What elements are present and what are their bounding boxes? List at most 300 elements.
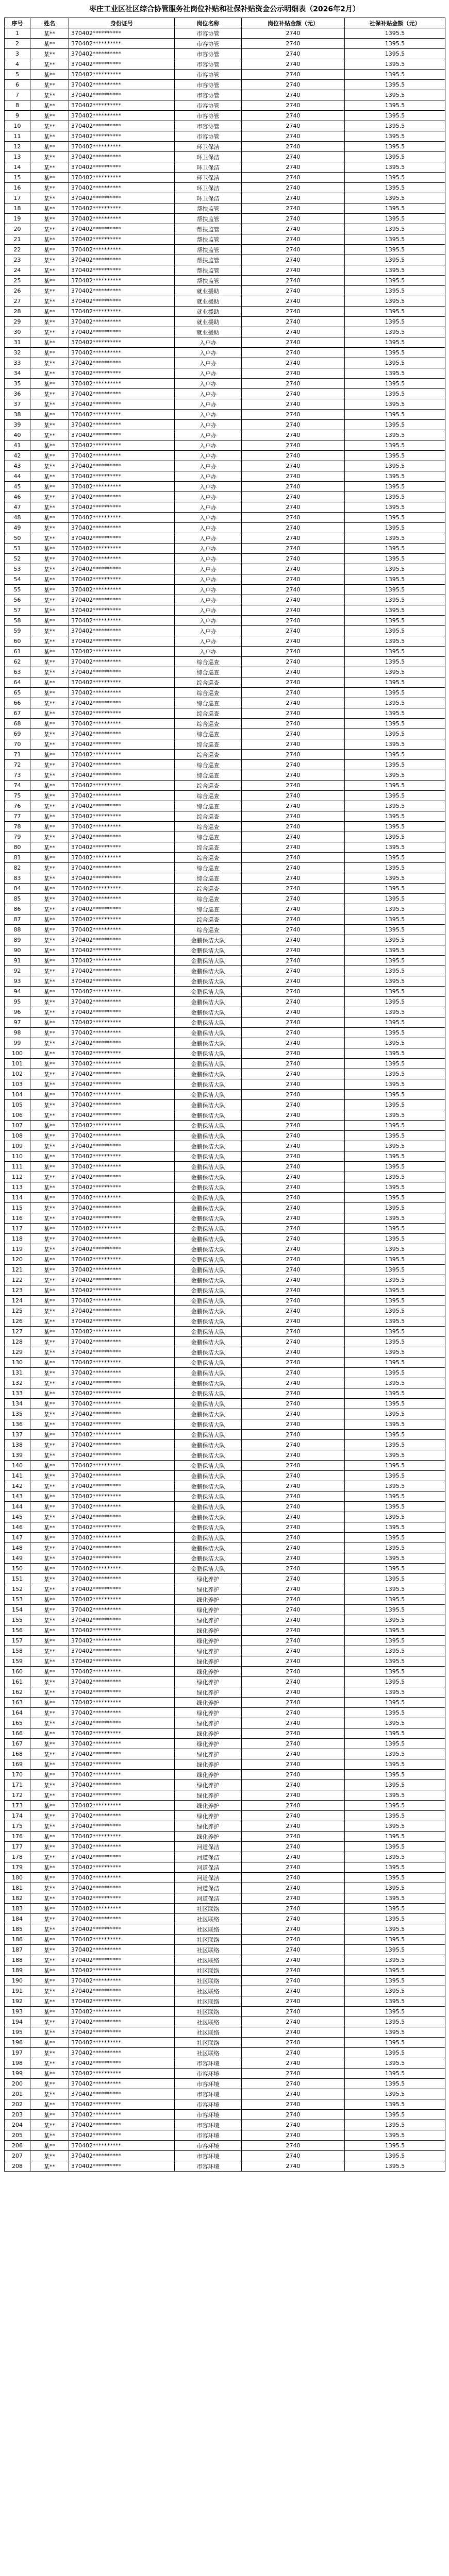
cell-no: 165 [5, 1718, 30, 1728]
cell-post: 金鹏保洁大队 [175, 1337, 242, 1347]
cell-id: 370402********** [69, 1739, 175, 1749]
cell-id: 370402********** [69, 1522, 175, 1533]
cell-subsidy: 2740 [242, 853, 345, 863]
cell-no: 32 [5, 348, 30, 358]
cell-insurance: 1395.5 [345, 1873, 445, 1883]
cell-name: 某** [30, 296, 69, 307]
cell-subsidy: 2740 [242, 1522, 345, 1533]
table-row [5, 100, 445, 111]
cell-name: 某** [30, 1306, 69, 1316]
cell-subsidy: 2740 [242, 1502, 345, 1512]
cell-id: 370402********** [69, 564, 175, 574]
cell-id: 370402********** [69, 1955, 175, 1965]
cell-name: 某** [30, 28, 69, 39]
cell-no: 172 [5, 1790, 30, 1801]
cell-no: 89 [5, 935, 30, 945]
cell-subsidy: 2740 [242, 1533, 345, 1543]
cell-insurance: 1395.5 [345, 1255, 445, 1265]
cell-name: 某** [30, 1821, 69, 1832]
cell-insurance: 1395.5 [345, 1193, 445, 1203]
cell-id: 370402********** [69, 574, 175, 585]
cell-subsidy: 2740 [242, 1574, 345, 1584]
table-row [5, 1182, 445, 1193]
cell-subsidy: 2740 [242, 28, 345, 39]
cell-subsidy: 2740 [242, 1255, 345, 1265]
cell-name: 某** [30, 1883, 69, 1893]
cell-subsidy: 2740 [242, 49, 345, 59]
cell-name: 某** [30, 1327, 69, 1337]
cell-name: 某** [30, 1718, 69, 1728]
cell-post: 入户办 [175, 348, 242, 358]
cell-insurance: 1395.5 [345, 935, 445, 945]
cell-subsidy: 2740 [242, 152, 345, 162]
cell-subsidy: 2740 [242, 1667, 345, 1677]
cell-name: 某** [30, 1512, 69, 1522]
cell-id: 370402********** [69, 904, 175, 914]
cell-name: 某** [30, 853, 69, 863]
cell-id: 370402********** [69, 811, 175, 822]
cell-insurance: 1395.5 [345, 1316, 445, 1327]
cell-name: 某** [30, 1471, 69, 1481]
cell-id: 370402********** [69, 296, 175, 307]
cell-name: 某** [30, 1316, 69, 1327]
cell-subsidy: 2740 [242, 1172, 345, 1182]
cell-name: 某** [30, 173, 69, 183]
cell-name: 某** [30, 1296, 69, 1306]
table-row [5, 750, 445, 760]
cell-no: 115 [5, 1203, 30, 1213]
cell-name: 某** [30, 1265, 69, 1275]
cell-post: 综合巡查 [175, 894, 242, 904]
cell-post: 帮扶监管 [175, 224, 242, 234]
cell-subsidy: 2740 [242, 100, 345, 111]
table-row [5, 1667, 445, 1677]
cell-post: 金鹏保洁大队 [175, 1399, 242, 1409]
cell-name: 某** [30, 1347, 69, 1358]
table-row [5, 162, 445, 173]
cell-subsidy: 2740 [242, 482, 345, 492]
table-row [5, 1646, 445, 1656]
cell-no: 95 [5, 997, 30, 1007]
cell-post: 市容协管 [175, 49, 242, 59]
cell-subsidy: 2740 [242, 873, 345, 884]
cell-id: 370402********** [69, 2110, 175, 2120]
table-row [5, 1790, 445, 1801]
cell-insurance: 1395.5 [345, 1048, 445, 1059]
cell-name: 某** [30, 1121, 69, 1131]
cell-insurance: 1395.5 [345, 1759, 445, 1770]
cell-id: 370402********** [69, 760, 175, 770]
table-row [5, 688, 445, 698]
cell-insurance: 1395.5 [345, 1698, 445, 1708]
cell-insurance: 1395.5 [345, 770, 445, 781]
cell-post: 绿化养护 [175, 1677, 242, 1687]
cell-post: 综合巡查 [175, 811, 242, 822]
cell-insurance: 1395.5 [345, 49, 445, 59]
table-row [5, 379, 445, 389]
cell-id: 370402********** [69, 1584, 175, 1595]
table-row [5, 59, 445, 70]
table-row [5, 111, 445, 121]
cell-id: 370402********** [69, 1224, 175, 1234]
table-row [5, 1986, 445, 1996]
cell-id: 370402********** [69, 935, 175, 945]
cell-subsidy: 2740 [242, 224, 345, 234]
cell-subsidy: 2740 [242, 1121, 345, 1131]
cell-id: 370402********** [69, 492, 175, 502]
cell-insurance: 1395.5 [345, 39, 445, 49]
cell-id: 370402********** [69, 1821, 175, 1832]
cell-name: 某** [30, 1358, 69, 1368]
cell-id: 370402********** [69, 142, 175, 152]
cell-name: 某** [30, 1224, 69, 1234]
table-row [5, 121, 445, 131]
cell-insurance: 1395.5 [345, 1821, 445, 1832]
cell-no: 117 [5, 1224, 30, 1234]
cell-post: 绿化养护 [175, 1574, 242, 1584]
cell-id: 370402********** [69, 1182, 175, 1193]
cell-post: 社区联络 [175, 2038, 242, 2048]
table-row [5, 1708, 445, 1718]
cell-no: 145 [5, 1512, 30, 1522]
cell-insurance: 1395.5 [345, 801, 445, 811]
cell-name: 某** [30, 1162, 69, 1172]
cell-subsidy: 2740 [242, 1007, 345, 1018]
cell-name: 某** [30, 770, 69, 781]
cell-insurance: 1395.5 [345, 265, 445, 276]
cell-no: 106 [5, 1110, 30, 1121]
cell-name: 某** [30, 636, 69, 647]
cell-post: 综合巡查 [175, 657, 242, 667]
table-row [5, 925, 445, 935]
cell-id: 370402********** [69, 2099, 175, 2110]
cell-subsidy: 2740 [242, 801, 345, 811]
cell-insurance: 1395.5 [345, 2141, 445, 2151]
table-row [5, 719, 445, 729]
cell-post: 金鹏保洁大队 [175, 987, 242, 997]
cell-no: 29 [5, 317, 30, 327]
cell-id: 370402********** [69, 1419, 175, 1430]
cell-id: 370402********** [69, 616, 175, 626]
cell-post: 市容协管 [175, 111, 242, 121]
table-row [5, 1811, 445, 1821]
cell-name: 某** [30, 976, 69, 987]
cell-name: 某** [30, 873, 69, 884]
cell-subsidy: 2740 [242, 1914, 345, 1924]
table-row [5, 1275, 445, 1285]
cell-id: 370402********** [69, 1368, 175, 1378]
cell-insurance: 1395.5 [345, 1481, 445, 1492]
cell-post: 入户办 [175, 502, 242, 513]
table-row [5, 1079, 445, 1090]
cell-post: 金鹏保洁大队 [175, 1018, 242, 1028]
cell-insurance: 1395.5 [345, 1399, 445, 1409]
cell-post: 金鹏保洁大队 [175, 1564, 242, 1574]
cell-subsidy: 2740 [242, 471, 345, 482]
cell-name: 某** [30, 1924, 69, 1935]
cell-name: 某** [30, 2099, 69, 2110]
cell-insurance: 1395.5 [345, 1213, 445, 1224]
cell-post: 金鹏保洁大队 [175, 1151, 242, 1162]
cell-name: 某** [30, 1739, 69, 1749]
cell-no: 41 [5, 440, 30, 451]
cell-id: 370402********** [69, 1832, 175, 1842]
cell-subsidy: 2740 [242, 1048, 345, 1059]
cell-insurance: 1395.5 [345, 894, 445, 904]
cell-name: 某** [30, 2079, 69, 2089]
cell-insurance: 1395.5 [345, 698, 445, 708]
cell-id: 370402********** [69, 770, 175, 781]
table-row [5, 173, 445, 183]
cell-name: 某** [30, 1110, 69, 1121]
cell-name: 某** [30, 966, 69, 976]
cell-insurance: 1395.5 [345, 626, 445, 636]
cell-name: 某** [30, 1388, 69, 1399]
cell-id: 370402********** [69, 1564, 175, 1574]
cell-post: 综合巡查 [175, 729, 242, 739]
cell-id: 370402********** [69, 544, 175, 554]
cell-no: 74 [5, 781, 30, 791]
cell-id: 370402********** [69, 1090, 175, 1100]
cell-insurance: 1395.5 [345, 131, 445, 142]
table-row [5, 1821, 445, 1832]
cell-no: 153 [5, 1595, 30, 1605]
cell-post: 综合巡查 [175, 842, 242, 853]
cell-subsidy: 2740 [242, 1296, 345, 1306]
cell-subsidy: 2740 [242, 1801, 345, 1811]
cell-post: 市容环境 [175, 2110, 242, 2120]
cell-post: 入户办 [175, 410, 242, 420]
cell-no: 119 [5, 1244, 30, 1255]
cell-subsidy: 2740 [242, 451, 345, 461]
cell-post: 市容环境 [175, 2151, 242, 2161]
cell-post: 绿化养护 [175, 1801, 242, 1811]
cell-post: 市容环境 [175, 2141, 242, 2151]
cell-no: 132 [5, 1378, 30, 1388]
cell-no: 65 [5, 688, 30, 698]
cell-subsidy: 2740 [242, 708, 345, 719]
cell-name: 某** [30, 2110, 69, 2120]
cell-insurance: 1395.5 [345, 1141, 445, 1151]
table-row [5, 1522, 445, 1533]
cell-id: 370402********** [69, 595, 175, 605]
cell-name: 某** [30, 90, 69, 100]
cell-name: 某** [30, 1100, 69, 1110]
cell-id: 370402********** [69, 1759, 175, 1770]
cell-id: 370402********** [69, 2017, 175, 2027]
table-row [5, 935, 445, 945]
cell-id: 370402********** [69, 1636, 175, 1646]
table-header-row [5, 18, 445, 28]
table-row [5, 1368, 445, 1378]
cell-no: 47 [5, 502, 30, 513]
cell-post: 社区联络 [175, 1945, 242, 1955]
table-row [5, 502, 445, 513]
cell-subsidy: 2740 [242, 1893, 345, 1904]
cell-insurance: 1395.5 [345, 100, 445, 111]
cell-name: 某** [30, 410, 69, 420]
cell-id: 370402********** [69, 1543, 175, 1553]
table-row [5, 1234, 445, 1244]
cell-subsidy: 2740 [242, 1244, 345, 1255]
cell-subsidy: 2740 [242, 492, 345, 502]
cell-name: 某** [30, 1759, 69, 1770]
cell-no: 25 [5, 276, 30, 286]
cell-insurance: 1395.5 [345, 2161, 445, 2172]
cell-subsidy: 2740 [242, 667, 345, 677]
cell-id: 370402********** [69, 1141, 175, 1151]
table-row [5, 1770, 445, 1780]
cell-post: 绿化养护 [175, 1708, 242, 1718]
cell-post: 社区联络 [175, 1904, 242, 1914]
cell-post: 环卫保洁 [175, 162, 242, 173]
cell-insurance: 1395.5 [345, 1265, 445, 1275]
cell-post: 环卫保洁 [175, 173, 242, 183]
cell-no: 70 [5, 739, 30, 750]
cell-no: 128 [5, 1337, 30, 1347]
cell-post: 金鹏保洁大队 [175, 1430, 242, 1440]
cell-id: 370402********** [69, 224, 175, 234]
table-row [5, 2089, 445, 2099]
cell-subsidy: 2740 [242, 2017, 345, 2027]
table-row [5, 39, 445, 49]
cell-post: 综合巡查 [175, 853, 242, 863]
cell-id: 370402********** [69, 1234, 175, 1244]
table-row [5, 884, 445, 894]
cell-insurance: 1395.5 [345, 1996, 445, 2007]
cell-insurance: 1395.5 [345, 1100, 445, 1110]
cell-post: 金鹏保洁大队 [175, 1522, 242, 1533]
cell-name: 某** [30, 1656, 69, 1667]
cell-no: 157 [5, 1636, 30, 1646]
cell-no: 2 [5, 39, 30, 49]
cell-insurance: 1395.5 [345, 616, 445, 626]
table-row [5, 904, 445, 914]
cell-name: 某** [30, 1708, 69, 1718]
cell-name: 某** [30, 420, 69, 430]
cell-subsidy: 2740 [242, 1821, 345, 1832]
cell-subsidy: 2740 [242, 1151, 345, 1162]
cell-insurance: 1395.5 [345, 1090, 445, 1100]
cell-post: 绿化养护 [175, 1728, 242, 1739]
cell-insurance: 1395.5 [345, 1955, 445, 1965]
cell-id: 370402********** [69, 502, 175, 513]
cell-name: 某** [30, 2089, 69, 2099]
cell-insurance: 1395.5 [345, 647, 445, 657]
cell-post: 绿化养护 [175, 1605, 242, 1615]
cell-no: 113 [5, 1182, 30, 1193]
cell-post: 绿化养护 [175, 1667, 242, 1677]
cell-no: 208 [5, 2161, 30, 2172]
cell-subsidy: 2740 [242, 2089, 345, 2099]
cell-subsidy: 2740 [242, 214, 345, 224]
table-row [5, 1100, 445, 1110]
cell-id: 370402********** [69, 2027, 175, 2038]
cell-post: 社区联络 [175, 2027, 242, 2038]
cell-no: 195 [5, 2027, 30, 2038]
cell-name: 某** [30, 1801, 69, 1811]
cell-name: 某** [30, 286, 69, 296]
cell-insurance: 1395.5 [345, 183, 445, 193]
cell-subsidy: 2740 [242, 2007, 345, 2017]
table-row [5, 1656, 445, 1667]
cell-subsidy: 2740 [242, 296, 345, 307]
table-row [5, 585, 445, 595]
cell-subsidy: 2740 [242, 956, 345, 966]
cell-name: 某** [30, 523, 69, 533]
cell-subsidy: 2740 [242, 1862, 345, 1873]
cell-post: 绿化养护 [175, 1636, 242, 1646]
cell-subsidy: 2740 [242, 1976, 345, 1986]
cell-subsidy: 2740 [242, 513, 345, 523]
cell-post: 入户办 [175, 564, 242, 574]
cell-no: 151 [5, 1574, 30, 1584]
cell-post: 绿化养护 [175, 1811, 242, 1821]
table-row [5, 863, 445, 873]
cell-post: 金鹏保洁大队 [175, 1193, 242, 1203]
cell-no: 182 [5, 1893, 30, 1904]
cell-post: 金鹏保洁大队 [175, 1162, 242, 1172]
cell-insurance: 1395.5 [345, 2027, 445, 2038]
cell-post: 河道保洁 [175, 1873, 242, 1883]
cell-name: 某** [30, 214, 69, 224]
cell-no: 126 [5, 1316, 30, 1327]
cell-subsidy: 2740 [242, 90, 345, 100]
header-subsidy: 岗位补贴金额（元） [242, 18, 345, 28]
cell-post: 绿化养护 [175, 1749, 242, 1759]
table-row [5, 791, 445, 801]
cell-name: 某** [30, 750, 69, 760]
cell-subsidy: 2740 [242, 605, 345, 616]
cell-name: 某** [30, 1399, 69, 1409]
cell-id: 370402********** [69, 152, 175, 162]
cell-id: 370402********** [69, 1801, 175, 1811]
table-row [5, 853, 445, 863]
cell-subsidy: 2740 [242, 2161, 345, 2172]
cell-post: 河道保洁 [175, 1862, 242, 1873]
table-row [5, 1759, 445, 1770]
cell-post: 入户办 [175, 451, 242, 461]
cell-insurance: 1395.5 [345, 1018, 445, 1028]
cell-no: 67 [5, 708, 30, 719]
cell-id: 370402********** [69, 585, 175, 595]
cell-no: 142 [5, 1481, 30, 1492]
cell-no: 12 [5, 142, 30, 152]
cell-id: 370402********** [69, 1018, 175, 1028]
cell-subsidy: 2740 [242, 183, 345, 193]
cell-name: 某** [30, 1811, 69, 1821]
cell-post: 帮扶监管 [175, 265, 242, 276]
cell-post: 就业援助 [175, 317, 242, 327]
table-row [5, 1255, 445, 1265]
cell-name: 某** [30, 1595, 69, 1605]
cell-post: 河道保洁 [175, 1852, 242, 1862]
cell-post: 金鹏保洁大队 [175, 1368, 242, 1378]
cell-id: 370402********** [69, 1162, 175, 1172]
cell-id: 370402********** [69, 2151, 175, 2161]
cell-insurance: 1395.5 [345, 1409, 445, 1419]
cell-id: 370402********** [69, 1327, 175, 1337]
cell-id: 370402********** [69, 2120, 175, 2130]
cell-no: 17 [5, 193, 30, 204]
table-row [5, 1914, 445, 1924]
cell-subsidy: 2740 [242, 1388, 345, 1399]
cell-no: 158 [5, 1646, 30, 1656]
cell-name: 某** [30, 1069, 69, 1079]
cell-post: 金鹏保洁大队 [175, 945, 242, 956]
cell-post: 帮扶监管 [175, 276, 242, 286]
cell-insurance: 1395.5 [345, 327, 445, 337]
